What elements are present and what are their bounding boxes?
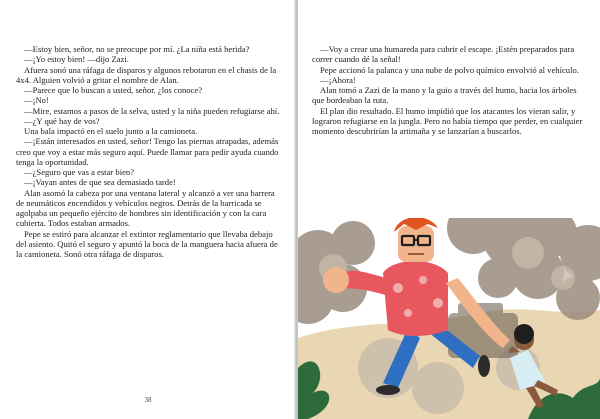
left-page-text <box>16 44 280 259</box>
paragraph: Pepe se estiró para alcanzar el extintor reglamentario que llevaba debajo del asiento. Quitó el seguro y apuntó la boca de la manguera hacia afuera de la camioneta. Sonó otra ráfaga de disparos. <box>16 228 278 259</box>
paragraph: El plan dio resultado. El humo impidió que los atacantes los vieran salir, y lograron refugiarse en la jungla. Pero no había tiempo que perder, en cualquier momento descubrirían la artimaña y se lanzarían a buscarlos. <box>312 105 583 136</box>
paragraph: Una bala impactó en el suelo junto a la camioneta. <box>24 126 198 136</box>
zazi-hair <box>514 324 534 344</box>
paragraph: Alan tomó a Zazi de la mano y la guio a través del humo, hacia los árboles que bordeaban la ruta. <box>312 85 577 106</box>
paragraph: —¡No! <box>24 95 49 106</box>
paragraph: Afuera sonó una ráfaga de disparos y algunos rebotaron en el chasis de la 4x4. Alguien volvió a gritar el nombre de Alan. <box>16 64 277 85</box>
paragraph: —¡Están interesados en usted, señor! Tengo las piernas atrapadas, además creo que voy a estar más seguro aquí. Puede llamar para pedir ayuda cuando tenga la oportunidad. <box>16 136 279 167</box>
paragraph: —¿Y qué hay de vos? <box>24 115 100 126</box>
paragraph: —Mire, estamos a pasos de la selva, usted y la niña pueden refugiarse ahí. <box>24 105 280 116</box>
paragraph: —Estoy bien, señor, no se preocupe por mí. ¿La niña está herida? <box>24 44 250 54</box>
paragraph: Pepe accionó la palanca y una nube de polvo químico envolvió al vehículo. <box>320 64 579 75</box>
paragraph: —Parece que lo buscan a usted, señor. ¿los conoce? <box>24 85 203 95</box>
alan-fist <box>323 267 349 293</box>
paragraph: —¡Vayan antes de que sea demasiado tarde! <box>24 177 176 188</box>
paragraph: Alan asomó la cabeza por una ventana lateral y alcanzó a ver una barrera de neumáticos encendidos y vehículos negros. Detrás de la barricada se agolpaba un pequeño ejército de hombres sin identificación y con la cara cubierta. Todos estaban armados. <box>16 187 275 229</box>
paragraph: —Voy a crear una humareda para cubrir el escape. ¡Estén preparados para correr cuando dé la señal! <box>312 44 575 65</box>
left-page <box>0 0 296 419</box>
paragraph: —¡Ahora! <box>320 74 356 85</box>
paragraph: —¡Yo estoy bien! —dijo Zazi. <box>24 54 129 65</box>
right-page-text <box>312 44 588 136</box>
escape-illustration <box>298 218 600 419</box>
right-page <box>298 0 600 419</box>
paragraph: —¿Seguro que vas a estar bien? <box>24 167 135 177</box>
page-number: 38 <box>144 396 152 404</box>
